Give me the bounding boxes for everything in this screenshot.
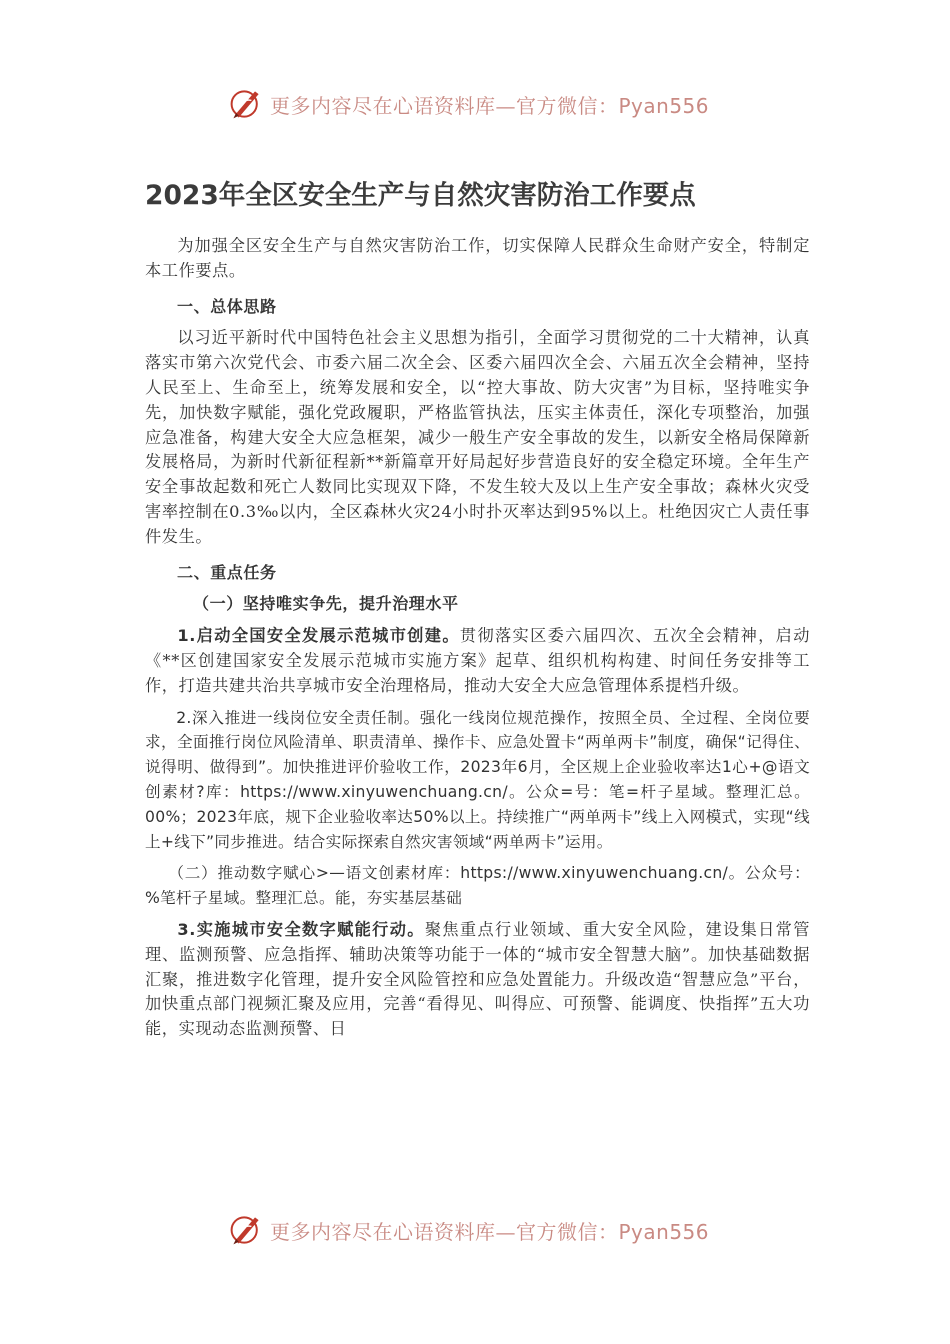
item-3-lead: 3.实施城市安全数字赋能行动。 — [177, 919, 425, 939]
section-1-paragraph: 以习近平新时代中国特色社会主义思想为指引，全面学习贯彻党的二十大精神，认真落实市第六次党代会、市委六届二次全会、区委六届四次全会、六届五次全会精神，坚持人民至上、生命至上，统筹发展和安全，以“控大事故、防大灾害”为目标，坚持唯实争先，加快数字赋能，强化党政履职，严格监管执法，压实主体责任，深化专项整治，加强应急准备，构建大安全大应急框架，减少一般生产安全事故的发生，以新安全格局保障新发展格局，为新时代新征程新**新篇章开好局起好步营造良好的安全稳定环境。全年生产安全事故起数和死亡人数同比实现双下降，不发生较大及以上生产安全事故；森林火灾受害率控制在0.3‰以内，全区森林火灾24小时扑灭率达到95%以上。杜绝因灾亡人责任事件发生。 — [145, 328, 810, 546]
footer-watermark-banner — [228, 1210, 709, 1250]
section-heading-1: 一、总体思路 — [177, 296, 277, 316]
header-watermark-banner — [228, 84, 709, 124]
watermark-text: 更多内容尽在心语资料库—官方微信：Pyan556 — [270, 1219, 710, 1244]
item-1-paragraph — [145, 624, 810, 698]
pen-logo-icon — [228, 1212, 264, 1248]
document-body — [145, 176, 810, 1042]
item-2-paragraph: 2.深入推进一线岗位安全责任制。强化一线岗位规范操作，按照全员、全过程、全岗位要求，全面推行岗位风险清单、职责清单、操作卡、应急处置卡“两单两卡”制度，确保“记得住、说得明、做得到”。加快推进评价验收工作，2023年6月，全区规上企业验收率达1心+@语文创素材?库：https://www.xinyuwenchuang.cn/。公众=号：笔=杆子星域。整理汇总。00%；2023年底，规下企业验收率达50%以上。持续推广“两单两卡”线上入网模式，实现“线上+线下”同步推进。结合实际探索自然灾害领域“两单两卡”运用。 — [145, 708, 810, 851]
pen-logo-icon — [228, 86, 264, 122]
subsection-heading-1: （一）坚持唯实争先，提升治理水平 — [193, 594, 459, 614]
item-1-body: 贯彻落实区委六届四次、五次全会精神，启动《**区创建国家安全发展示范城市实施方案》起草、组织机构构建、时间任务安排等工作，打造共建共治共享城市安全治理格局，推动大安全大应急管理体系提档升级。 — [145, 626, 810, 695]
intro-paragraph: 为加强全区安全生产与自然灾害防治工作，切实保障人民群众生命财产安全，特制定本工作要点。 — [145, 236, 810, 280]
item-3-body: 聚焦重点行业领域、重大安全风险，建设集日常管理、监测预警、应急指挥、辅助决策等功能于一体的“城市安全智慧大脑”。加快基础数据汇聚，推进数字化管理，提升安全风险管控和应急处置能力。升级改造“智慧应急”平台，加快重点部门视频汇聚及应用，完善“看得见、叫得应、可预警、能调度、快指挥”五大功能，实现动态监测预警、日 — [145, 919, 810, 1039]
section-heading-2: 二、重点任务 — [177, 562, 277, 582]
item-3-paragraph — [145, 918, 810, 1042]
watermark-text: 更多内容尽在心语资料库—官方微信：Pyan556 — [270, 93, 710, 118]
page-title: 2023年全区安全生产与自然灾害防治工作要点 — [145, 180, 696, 211]
subsection-heading-2: （二）推动数字赋心>—语文创素材库：https://www.xinyuwenchuang.cn/。公众号：%笔杆子星域。整理汇总。能，夯实基层基础 — [145, 864, 810, 908]
item-1-lead: 1.启动全国安全发展示范城市创建。 — [177, 626, 460, 646]
